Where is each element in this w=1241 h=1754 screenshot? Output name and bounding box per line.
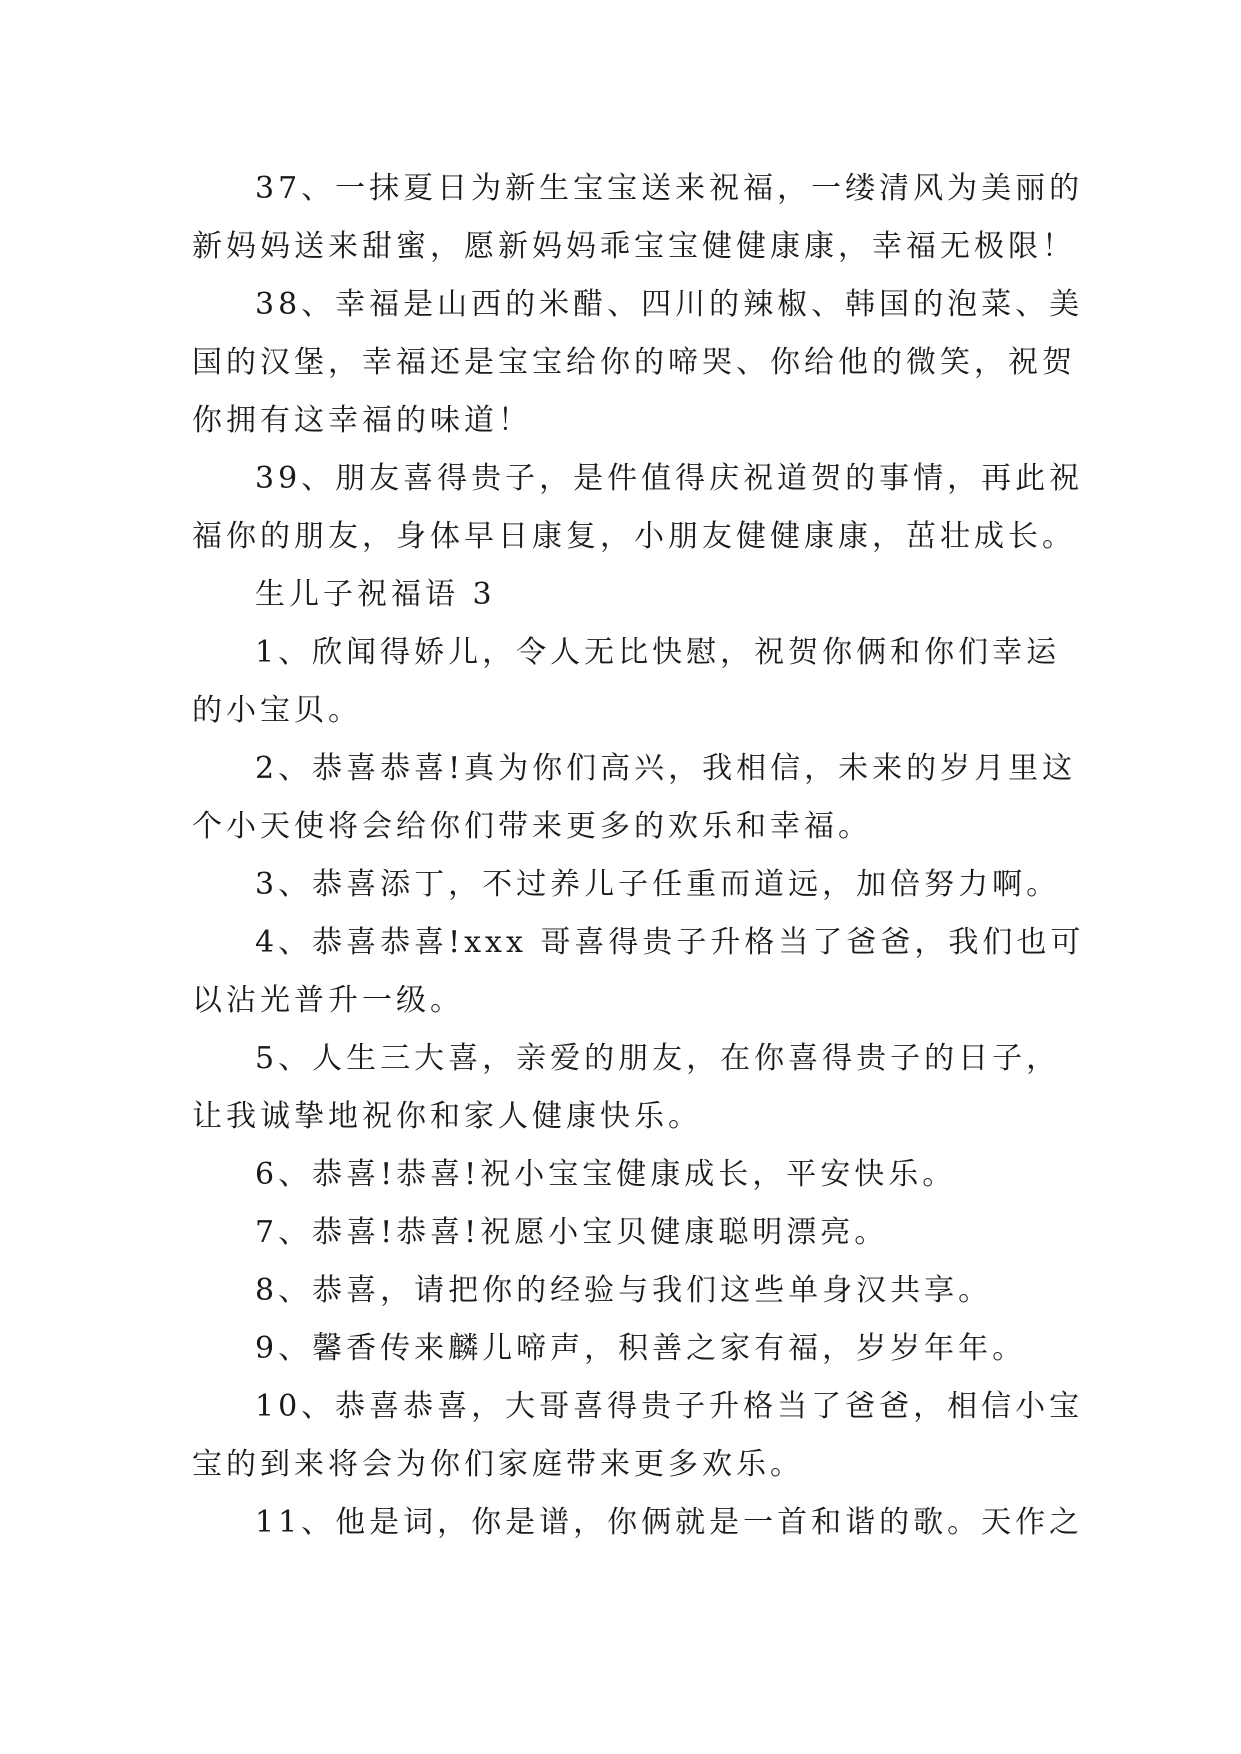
paragraph-line: 宝的到来将会为你们家庭带来更多欢乐。 xyxy=(192,1447,804,1482)
paragraph-line: 39、朋友喜得贵子，是件值得庆祝道贺的事情，再此祝 xyxy=(255,461,1084,496)
paragraph-line: 9、馨香传来麟儿啼声，积善之家有福，岁岁年年。 xyxy=(255,1331,1027,1366)
paragraph-line: 4、恭喜恭喜!xxx 哥喜得贵子升格当了爸爸，我们也可 xyxy=(255,925,1085,960)
paragraph-line: 37、一抹夏日为新生宝宝送来祝福，一缕清风为美丽的 xyxy=(255,171,1084,206)
paragraph-line: 8、恭喜，请把你的经验与我们这些单身汉共享。 xyxy=(255,1273,993,1308)
paragraph-line: 2、恭喜恭喜!真为你们高兴，我相信，未来的岁月里这 xyxy=(255,751,1077,786)
paragraph-line: 11、他是词，你是谱，你俩就是一首和谐的歌。天作之 xyxy=(255,1505,1084,1540)
paragraph-line: 以沾光普升一级。 xyxy=(192,983,464,1018)
paragraph-line: 5、人生三大喜，亲爱的朋友，在你喜得贵子的日子， xyxy=(255,1041,1061,1076)
paragraph-line: 你拥有这幸福的味道！ xyxy=(192,403,532,438)
paragraph-line: 38、幸福是山西的米醋、四川的辣椒、韩国的泡菜、美 xyxy=(255,287,1084,322)
paragraph-line: 3、恭喜添丁，不过养儿子任重而道远，加倍努力啊。 xyxy=(255,867,1061,902)
paragraph-line: 国的汉堡，幸福还是宝宝给你的啼哭、你给他的微笑，祝贺 xyxy=(192,345,1076,380)
paragraph-line: 让我诚挚地祝你和家人健康快乐。 xyxy=(192,1099,702,1134)
section-heading: 生儿子祝福语 3 xyxy=(255,577,496,612)
paragraph-line: 6、恭喜!恭喜!祝小宝宝健康成长，平安快乐。 xyxy=(255,1157,957,1192)
paragraph-line: 10、恭喜恭喜，大哥喜得贵子升格当了爸爸，相信小宝 xyxy=(255,1389,1084,1424)
document-body xyxy=(192,160,1085,1552)
paragraph-line: 的小宝贝。 xyxy=(192,693,362,728)
paragraph-line: 7、恭喜!恭喜!祝愿小宝贝健康聪明漂亮。 xyxy=(255,1215,889,1250)
paragraph-line: 新妈妈送来甜蜜，愿新妈妈乖宝宝健健康康，幸福无极限！ xyxy=(192,229,1076,264)
paragraph-line: 福你的朋友，身体早日康复，小朋友健健康康，茁壮成长。 xyxy=(192,519,1076,554)
paragraph-line: 个小天使将会给你们带来更多的欢乐和幸福。 xyxy=(192,809,872,844)
paragraph-line: 1、欣闻得娇儿，令人无比快慰，祝贺你俩和你们幸运 xyxy=(255,635,1061,670)
